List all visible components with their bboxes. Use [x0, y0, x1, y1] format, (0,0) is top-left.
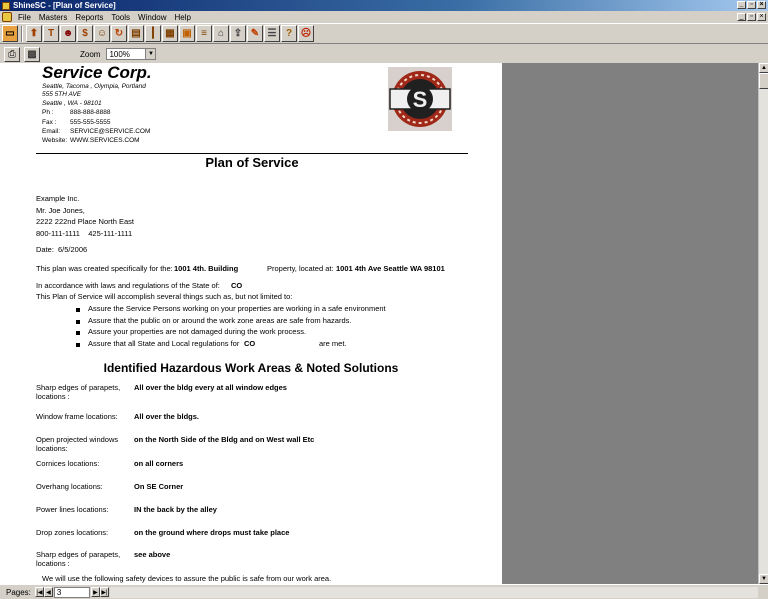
hazard-value: On SE Corner: [134, 482, 184, 491]
hazard-value: All over the bldgs.: [134, 412, 200, 421]
scroll-thumb[interactable]: [759, 73, 768, 89]
hazard-label: Overhang locations:: [36, 482, 103, 491]
bullet-item-4-suffix: are met.: [319, 339, 347, 348]
scroll-down-icon[interactable]: ▼: [759, 574, 768, 584]
svg-text:S: S: [412, 87, 428, 112]
property-address: 1001 4th Ave Seattle WA 98101: [336, 264, 445, 273]
company-city-zip: Seattle , WA - 98101: [42, 100, 102, 107]
accordance-label: In accordance with laws and regulations of the State of:: [36, 281, 220, 290]
ruler-icon[interactable]: ┃: [145, 25, 161, 42]
title-bar: [0, 0, 768, 11]
window-title: ShineSC - [Plan of Service]: [13, 1, 116, 10]
hazard-label: Window frame locations:: [36, 412, 118, 421]
bullet-item-2: Assure that the public on or around the work zone areas are safe from hazards.: [88, 316, 352, 325]
accomplish-text: This Plan of Service will accomplish several things such as, but not limited to:: [36, 292, 293, 301]
client-phones: 800-111-1111 425-111-1111: [36, 229, 133, 238]
building-name: 1001 4th. Building: [174, 264, 239, 273]
hazard-value: All over the bldg every at all window edges: [134, 383, 287, 392]
chevron-down-icon[interactable]: ▼: [145, 49, 155, 59]
building-icon[interactable]: ▤: [128, 25, 144, 42]
preview-toolbar: [0, 45, 768, 63]
bullet-item-1: Assure the Service Persons working on your properties are working in a safe environment: [88, 304, 386, 313]
hazard-label: Open projected windows locations:: [36, 435, 119, 453]
note-icon[interactable]: ▦: [162, 25, 178, 42]
child-restore-button[interactable]: ▫: [747, 13, 756, 21]
hazard-value: on the ground where drops must take place: [134, 528, 290, 537]
horizontal-scrollbar[interactable]: [110, 587, 758, 598]
main-toolbar: [0, 23, 768, 44]
hazard-value: see above: [134, 550, 171, 559]
help-icon[interactable]: ?: [281, 25, 297, 42]
document-title: Plan of Service: [205, 155, 299, 170]
next-page-icon[interactable]: ▶: [91, 587, 100, 597]
company-cities: Seattle, Tacoma , Olympia, Portland: [42, 83, 146, 90]
upload-icon[interactable]: ⇪: [230, 25, 246, 42]
hazard-value: on the North Side of the Bldg and on West wall Etc: [134, 435, 315, 444]
client-address: 2222 222nd Place North East: [36, 217, 134, 226]
state-value: CO: [231, 281, 243, 290]
phone-value: 888-888-8888: [70, 109, 111, 116]
bullet-mark: [76, 331, 80, 335]
last-page-icon[interactable]: ▶|: [100, 587, 109, 597]
restore-button[interactable]: ▫: [747, 1, 756, 9]
menu-masters[interactable]: Masters: [38, 12, 68, 22]
menu-file[interactable]: File: [18, 12, 31, 22]
lock-icon[interactable]: ⌂: [213, 25, 229, 42]
export-icon[interactable]: ▩: [24, 47, 40, 62]
email-value: SERVICE@SERVICE.COM: [70, 128, 151, 135]
client-contact: Mr. Joe Jones,: [36, 206, 85, 215]
zoom-label: Zoom: [80, 49, 101, 59]
date-value: 6/5/2006: [58, 245, 88, 254]
minimize-button[interactable]: _: [737, 1, 746, 9]
calendar-icon[interactable]: ▣: [179, 25, 195, 42]
zoom-select[interactable]: [106, 48, 156, 60]
website-label: Website:: [42, 137, 68, 144]
property-label: Property, located at:: [267, 264, 334, 273]
new-icon[interactable]: ▭: [2, 25, 18, 42]
report-viewport: [0, 63, 758, 584]
page-number-input[interactable]: 3: [54, 587, 90, 598]
hazard-label: Sharp edges of parapets, locations :: [36, 383, 121, 401]
vertical-scrollbar[interactable]: [758, 63, 768, 584]
list-icon[interactable]: ☰: [264, 25, 280, 42]
pages-label: Pages:: [6, 587, 31, 597]
fax-value: 555-555-5555: [70, 119, 111, 126]
created-for-label: This plan was created specifically for the:: [36, 264, 173, 273]
hazard-value: on all corners: [134, 459, 184, 468]
person-icon[interactable]: ☻: [60, 25, 76, 42]
hazards-section-title: Identified Hazardous Work Areas & Noted Solutions: [103, 361, 399, 375]
hazard-label: Sharp edges of parapets, locations :: [36, 550, 121, 568]
fax-label: Fax :: [42, 119, 57, 126]
safety-devices-text: We will use the following safety devices to assure the public is safe from our work area.: [42, 574, 332, 583]
tools-icon[interactable]: T: [43, 25, 59, 42]
bullet-mark: [76, 308, 80, 312]
scroll-up-icon[interactable]: ▲: [759, 63, 768, 73]
company-name: Service Corp.: [42, 63, 152, 82]
bullet-item-4-state: CO: [244, 339, 256, 348]
email-label: Email:: [42, 128, 61, 135]
page-navigator: [0, 584, 768, 599]
first-page-icon[interactable]: |◀: [35, 587, 44, 597]
client-company: Example Inc.: [36, 194, 80, 203]
prev-page-icon[interactable]: ◀: [44, 587, 53, 597]
company-logo: [388, 67, 452, 131]
website-value: WWW.SERVICES.COM: [70, 137, 140, 144]
menu-window[interactable]: Window: [138, 12, 167, 22]
bullet-item-3: Assure your properties are not damaged during the work process.: [88, 327, 307, 336]
bullet-item-4: Assure that all State and Local regulations for: [88, 339, 240, 348]
bullet-mark: [76, 320, 80, 324]
refresh-icon[interactable]: ↻: [111, 25, 127, 42]
hazard-label: Power lines locations:: [36, 505, 109, 514]
close-button[interactable]: ×: [757, 1, 766, 9]
hazard-label: Cornices locations:: [36, 459, 100, 468]
app-icon: [2, 2, 10, 10]
print-icon[interactable]: ⎙: [4, 47, 20, 62]
pencil-icon[interactable]: ✎: [247, 25, 263, 42]
child-minimize-button[interactable]: _: [737, 13, 746, 21]
zoom-value: 100%: [109, 49, 130, 59]
up-icon[interactable]: ⬆: [26, 25, 42, 42]
stack-icon[interactable]: ≡: [196, 25, 212, 42]
menu-tools[interactable]: Tools: [111, 12, 131, 22]
date-label: Date:: [36, 245, 54, 254]
toolbar-separator: [21, 26, 23, 42]
hazard-value: IN the back by the alley: [134, 505, 217, 514]
report-page: [0, 63, 502, 584]
bullet-mark: [76, 343, 80, 347]
child-close-button[interactable]: ×: [757, 13, 766, 21]
people-icon[interactable]: ☺: [94, 25, 110, 42]
document-icon[interactable]: [2, 12, 12, 22]
menu-reports[interactable]: Reports: [75, 12, 104, 22]
exit-icon[interactable]: ☹: [298, 25, 314, 42]
money-icon[interactable]: $: [77, 25, 93, 42]
hazard-label: Drop zones locations:: [36, 528, 109, 537]
menu-help[interactable]: Help: [174, 12, 191, 22]
header-divider: [36, 153, 468, 154]
company-street: 555 5TH AVE: [42, 91, 82, 98]
menu-bar: [0, 11, 768, 23]
phone-label: Ph :: [42, 109, 54, 116]
